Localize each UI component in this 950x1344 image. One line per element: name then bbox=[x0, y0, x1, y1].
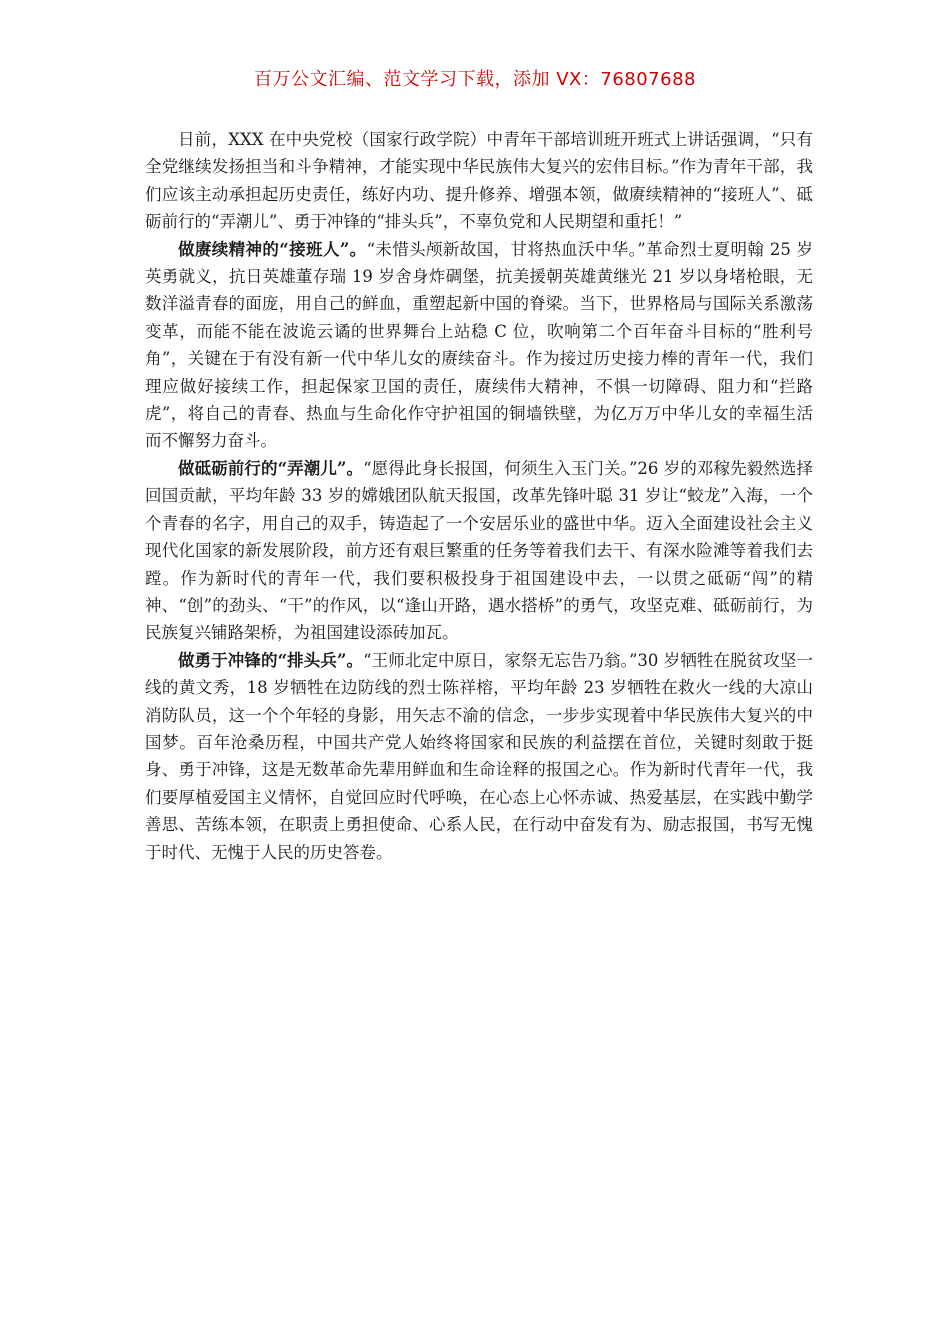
paragraph-heading: 做砥砺前行的“弄潮儿”。 bbox=[178, 458, 364, 478]
promo-banner: 百万公文汇编、范文学习下载，添加 VX：76807688 bbox=[254, 69, 696, 90]
paragraph-vanguard bbox=[145, 647, 813, 866]
paragraph-successor bbox=[145, 236, 813, 455]
paragraph-heading: 做勇于冲锋的“排头兵”。 bbox=[178, 650, 364, 670]
paragraph-trendsetter bbox=[145, 455, 813, 647]
paragraph-text: 日前，XXX 在中央党校（国家行政学院）中青年干部培训班开班式上讲话强调，“只有全党继续发扬担当和斗争精神，才能实现中华民族伟大复兴的宏伟目标。”作为青年干部，我们应该主动承担起历史责任，练好内功、提升修养、增强本领，做赓续精神的“接班人”、砥砺前行的“弄潮儿”、勇于冲锋的“排头兵”，不辜负党和人民期望和重托！” bbox=[145, 130, 813, 232]
paragraph-text: “王师北定中原日，家祭无忘告乃翁。”30 岁牺牲在脱贫攻坚一线的黄文秀，18 岁牺牲在边防线的烈士陈祥榕，平均年龄 23 岁牺牲在救火一线的大凉山消防队员，这一个个年轻的身影，用矢志不渝的信念，一步步实现着中华民族伟大复兴的中国梦。百年沧桑历程，中国共产党人始终将国家和民族的利益摆在首位，关键时刻敢于挺身、勇于冲锋，这是无数革命先辈用鲜血和生命诠释的报国之心。作为新时代青年一代，我们要厚植爱国主义情怀，自觉回应时代呼唤，在心态上心怀赤诚、热爱基层，在实践中勤学善思、苦练本领，在职责上勇担使命、心系人民，在行动中奋发有为、励志报国，书写无愧于时代、无愧于人民的历史答卷。 bbox=[145, 650, 813, 862]
article-body bbox=[145, 126, 813, 866]
paragraph-intro bbox=[145, 126, 813, 236]
paragraph-text: “愿得此身长报国，何须生入玉门关。”26 岁的邓稼先毅然选择回国贡献，平均年龄 33 岁的嫦娥团队航天报国，改革先锋叶聪 31 岁让“蛟龙”入海，一个个青春的名字，用自己的双手，铸造起了一个安居乐业的盛世中华。迈入全面建设社会主义现代化国家的新发展阶段，前方还有艰巨繁重的任务等着我们去干、有深水险滩等着我们去蹚。作为新时代的青年一代，我们要积极投身于祖国建设中去，一以贯之砥砺“闯”的精神、“创”的劲头、“干”的作风，以“逢山开路，遇水搭桥”的勇气，攻坚克难、砥砺前行，为民族复兴铺路架桥，为祖国建设添砖加瓦。 bbox=[145, 458, 813, 643]
paragraph-heading: 做赓续精神的“接班人”。 bbox=[178, 239, 367, 259]
paragraph-text: “未惜头颅新故国，甘将热血沃中华。”革命烈士夏明翰 25 岁英勇就义，抗日英雄董存瑞 19 岁舍身炸碉堡，抗美援朝英雄黄继光 21 岁以身堵枪眼，无数洋溢青春的面庞，用自己的鲜血，重塑起新中国的脊梁。当下，世界格局与国际关系激荡变革，而能不能在波诡云谲的世界舞台上站稳 C 位，吹响第二个百年奋斗目标的“胜利号角”，关键在于有没有新一代中华儿女的赓续奋斗。作为接过历史接力棒的青年一代，我们理应做好接续工作，担起保家卫国的责任，赓续伟大精神，不惧一切障碍、阻力和“拦路虎”，将自己的青春、热血与生命化作守护祖国的铜墙铁壁，为亿万万中华儿女的幸福生活而不懈努力奋斗。 bbox=[145, 239, 814, 451]
